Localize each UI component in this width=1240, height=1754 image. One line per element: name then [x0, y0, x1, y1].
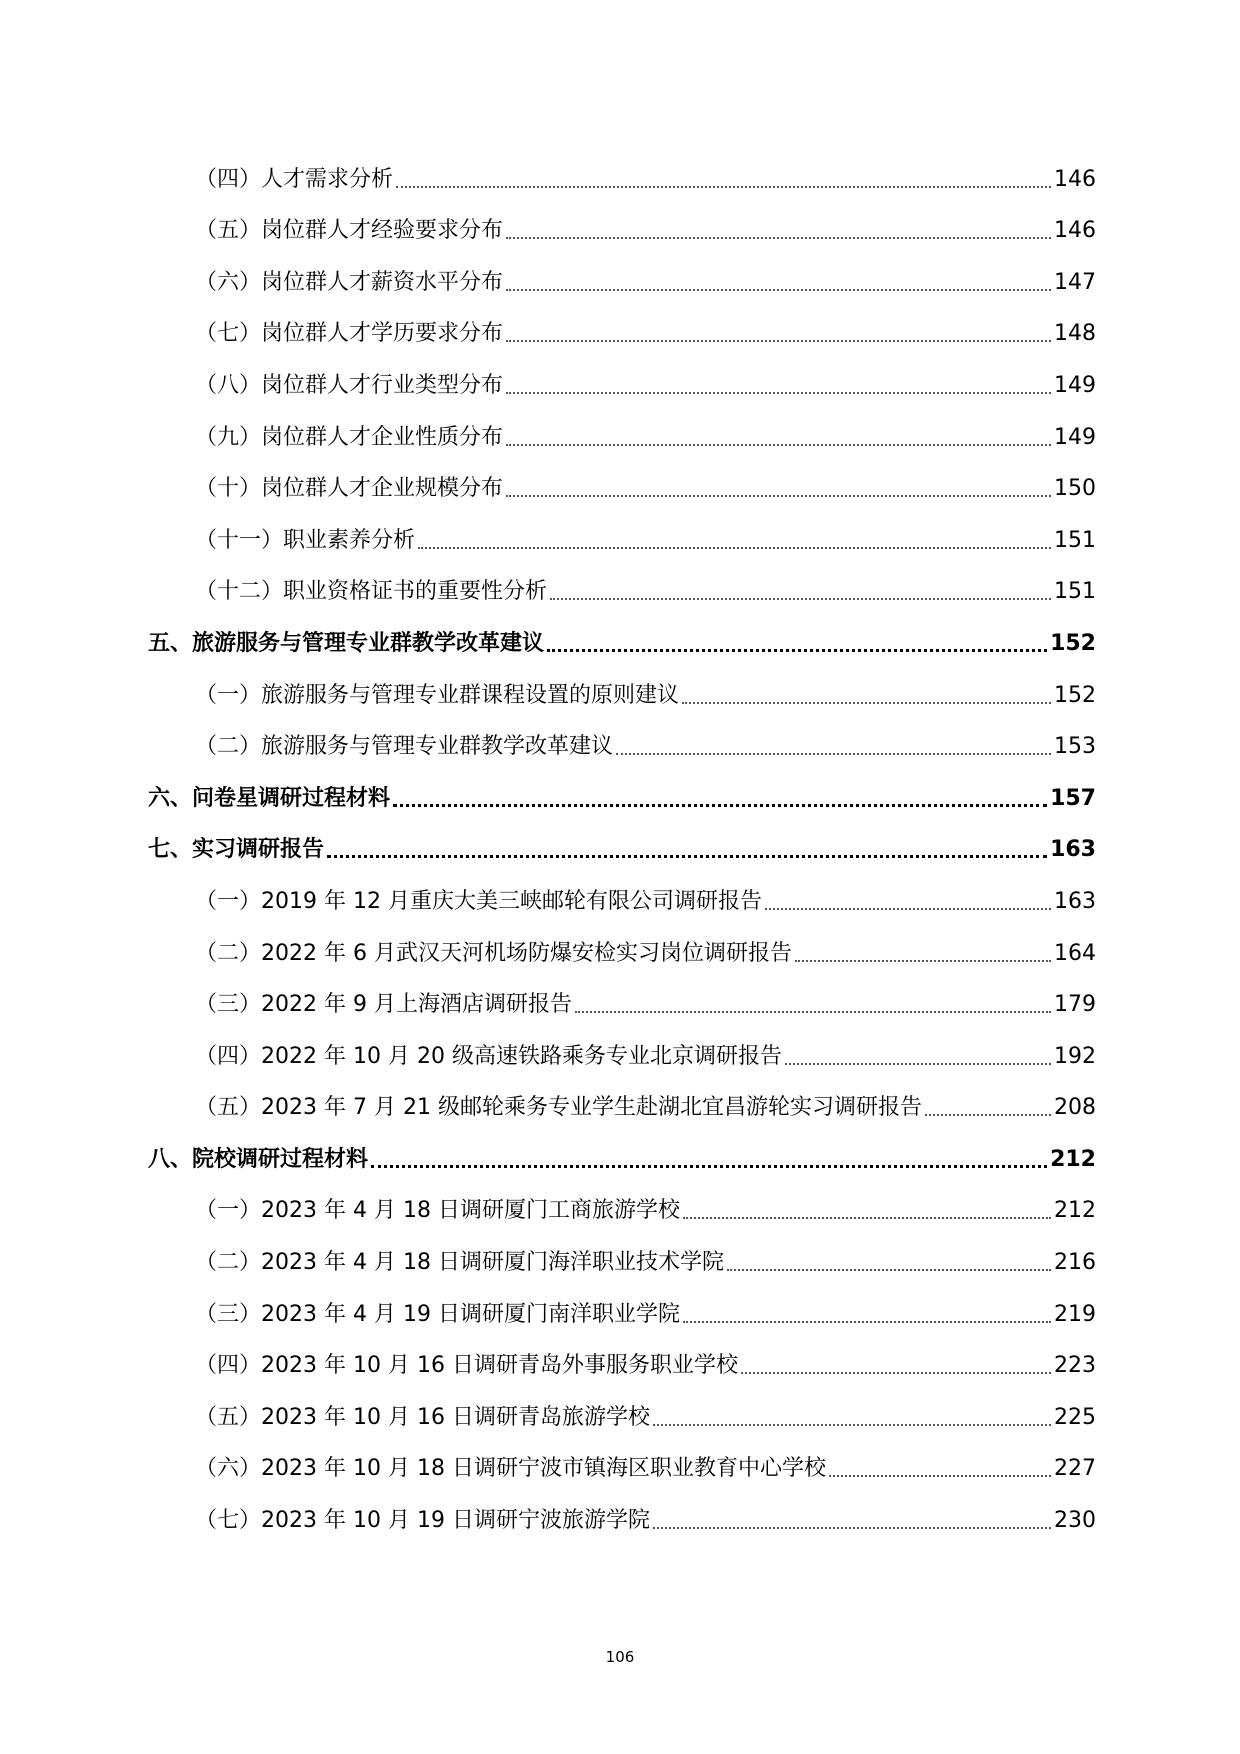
toc-entry-page-number: 149	[1054, 372, 1096, 398]
toc-section-entry[interactable]	[148, 565, 1096, 617]
toc-entry-title: （十二）职业资格证书的重要性分析	[195, 579, 548, 605]
dot-leader	[393, 804, 1047, 807]
toc-entry-page-number: 163	[1054, 888, 1096, 914]
toc-section-entry[interactable]	[148, 1235, 1096, 1287]
toc-section-entry[interactable]	[148, 926, 1096, 978]
dot-leader	[550, 598, 1051, 600]
dot-leader	[506, 444, 1051, 446]
toc-chapter-entry[interactable]	[148, 1132, 1096, 1184]
toc-entry-title: （一）2023 年 4 月 18 日调研厦门工商旅游学校	[195, 1198, 680, 1224]
dot-leader	[785, 1063, 1051, 1065]
toc-entry-page-number: 179	[1054, 992, 1096, 1018]
dot-leader	[683, 1217, 1051, 1219]
toc-entry-page-number: 227	[1054, 1456, 1096, 1482]
toc-entry-page-number: 216	[1054, 1250, 1096, 1276]
table-of-contents	[148, 152, 1096, 1545]
dot-leader	[653, 1527, 1051, 1529]
toc-entry-page-number: 152	[1054, 682, 1096, 708]
toc-entry-title: （四）2022 年 10 月 20 级高速铁路乘务专业北京调研报告	[195, 1043, 782, 1069]
dot-leader	[371, 1165, 1047, 1168]
toc-entry-title: （九）岗位群人才企业性质分布	[195, 424, 504, 450]
dot-leader	[506, 340, 1051, 342]
dot-leader	[682, 702, 1051, 704]
toc-entry-title: （六）岗位群人才薪资水平分布	[195, 269, 504, 295]
toc-entry-page-number: 146	[1054, 166, 1096, 192]
toc-entry-title: （四）人才需求分析	[195, 166, 394, 192]
toc-entry-title: 七、实习调研报告	[148, 837, 325, 863]
dot-leader	[653, 1424, 1051, 1426]
toc-section-entry[interactable]	[148, 410, 1096, 462]
toc-entry-page-number: 225	[1054, 1404, 1096, 1430]
dot-leader	[741, 1372, 1051, 1374]
toc-section-entry[interactable]	[148, 720, 1096, 772]
toc-entry-title: （六）2023 年 10 月 18 日调研宁波市镇海区职业教育中心学校	[195, 1456, 826, 1482]
toc-entry-title: （二）2022 年 6 月武汉天河机场防爆安检实习岗位调研报告	[195, 940, 792, 966]
toc-entry-page-number: 157	[1050, 785, 1096, 811]
toc-section-entry[interactable]	[148, 204, 1096, 256]
dot-leader	[506, 392, 1051, 394]
toc-entry-title: （五）2023 年 10 月 16 日调研青岛旅游学校	[195, 1404, 650, 1430]
toc-section-entry[interactable]	[148, 255, 1096, 307]
toc-section-entry[interactable]	[148, 1184, 1096, 1236]
toc-section-entry[interactable]	[148, 978, 1096, 1030]
dot-leader	[683, 1321, 1051, 1323]
dot-leader	[506, 289, 1051, 291]
toc-entry-page-number: 146	[1054, 218, 1096, 244]
toc-entry-title: 五、旅游服务与管理专业群教学改革建议	[148, 630, 545, 656]
toc-entry-title: （一）2019 年 12 月重庆大美三峡邮轮有限公司调研报告	[195, 888, 762, 914]
toc-entry-page-number: 151	[1054, 527, 1096, 553]
toc-entry-page-number: 219	[1054, 1301, 1096, 1327]
toc-section-entry[interactable]	[148, 1339, 1096, 1391]
dot-leader	[418, 547, 1051, 549]
toc-entry-page-number: 192	[1054, 1043, 1096, 1069]
toc-entry-title: （七）2023 年 10 月 19 日调研宁波旅游学院	[195, 1508, 650, 1534]
toc-section-entry[interactable]	[148, 874, 1096, 926]
toc-entry-page-number: 212	[1054, 1198, 1096, 1224]
toc-section-entry[interactable]	[148, 513, 1096, 565]
toc-entry-title: （五）岗位群人才经验要求分布	[195, 218, 504, 244]
dot-leader	[765, 908, 1051, 910]
dot-leader	[795, 960, 1051, 962]
toc-section-entry[interactable]	[148, 1029, 1096, 1081]
toc-entry-page-number: 230	[1054, 1508, 1096, 1534]
toc-chapter-entry[interactable]	[148, 823, 1096, 875]
toc-entry-title: （二）2023 年 4 月 18 日调研厦门海洋职业技术学院	[195, 1250, 724, 1276]
dot-leader	[616, 753, 1051, 755]
toc-section-entry[interactable]	[148, 668, 1096, 720]
dot-leader	[575, 1011, 1051, 1013]
toc-chapter-entry[interactable]	[148, 616, 1096, 668]
toc-entry-page-number: 164	[1054, 940, 1096, 966]
toc-entry-title: （十一）职业素养分析	[195, 527, 416, 553]
toc-entry-title: （二）旅游服务与管理专业群教学改革建议	[195, 734, 614, 760]
toc-section-entry[interactable]	[148, 152, 1096, 204]
toc-entry-title: 八、院校调研过程材料	[148, 1146, 369, 1172]
toc-section-entry[interactable]	[148, 358, 1096, 410]
toc-entry-title: 六、问卷星调研过程材料	[148, 785, 391, 811]
toc-entry-title: （五）2023 年 7 月 21 级邮轮乘务专业学生赴湖北宜昌游轮实习调研报告	[195, 1095, 922, 1121]
dot-leader	[727, 1269, 1051, 1271]
toc-chapter-entry[interactable]	[148, 771, 1096, 823]
dot-leader	[925, 1114, 1051, 1116]
toc-section-entry[interactable]	[148, 1493, 1096, 1545]
toc-entry-page-number: 148	[1054, 321, 1096, 347]
toc-entry-title: （八）岗位群人才行业类型分布	[195, 372, 504, 398]
toc-entry-page-number: 150	[1054, 476, 1096, 502]
toc-section-entry[interactable]	[148, 1442, 1096, 1494]
toc-entry-page-number: 149	[1054, 424, 1096, 450]
toc-entry-title: （七）岗位群人才学历要求分布	[195, 321, 504, 347]
toc-entry-page-number: 163	[1050, 837, 1096, 863]
toc-entry-page-number: 223	[1054, 1353, 1096, 1379]
toc-entry-title: （四）2023 年 10 月 16 日调研青岛外事服务职业学校	[195, 1353, 738, 1379]
toc-entry-title: （十）岗位群人才企业规模分布	[195, 476, 504, 502]
toc-entry-page-number: 152	[1050, 630, 1096, 656]
dot-leader	[327, 855, 1047, 858]
dot-leader	[547, 649, 1047, 652]
toc-entry-title: （一）旅游服务与管理专业群课程设置的原则建议	[195, 682, 680, 708]
toc-section-entry[interactable]	[148, 462, 1096, 514]
toc-entry-page-number: 212	[1050, 1146, 1096, 1172]
toc-section-entry[interactable]	[148, 1390, 1096, 1442]
page-number: 106	[605, 1648, 635, 1666]
toc-entry-page-number: 151	[1054, 579, 1096, 605]
toc-section-entry[interactable]	[148, 307, 1096, 359]
dot-leader	[506, 237, 1051, 239]
toc-entry-page-number: 147	[1054, 269, 1096, 295]
dot-leader	[396, 186, 1051, 188]
toc-section-entry[interactable]	[148, 1081, 1096, 1133]
toc-section-entry[interactable]	[148, 1287, 1096, 1339]
toc-entry-title: （三）2022 年 9 月上海酒店调研报告	[195, 992, 572, 1018]
toc-entry-page-number: 153	[1054, 734, 1096, 760]
toc-entry-page-number: 208	[1054, 1095, 1096, 1121]
dot-leader	[506, 495, 1051, 497]
dot-leader	[829, 1475, 1051, 1477]
toc-entry-title: （三）2023 年 4 月 19 日调研厦门南洋职业学院	[195, 1301, 680, 1327]
